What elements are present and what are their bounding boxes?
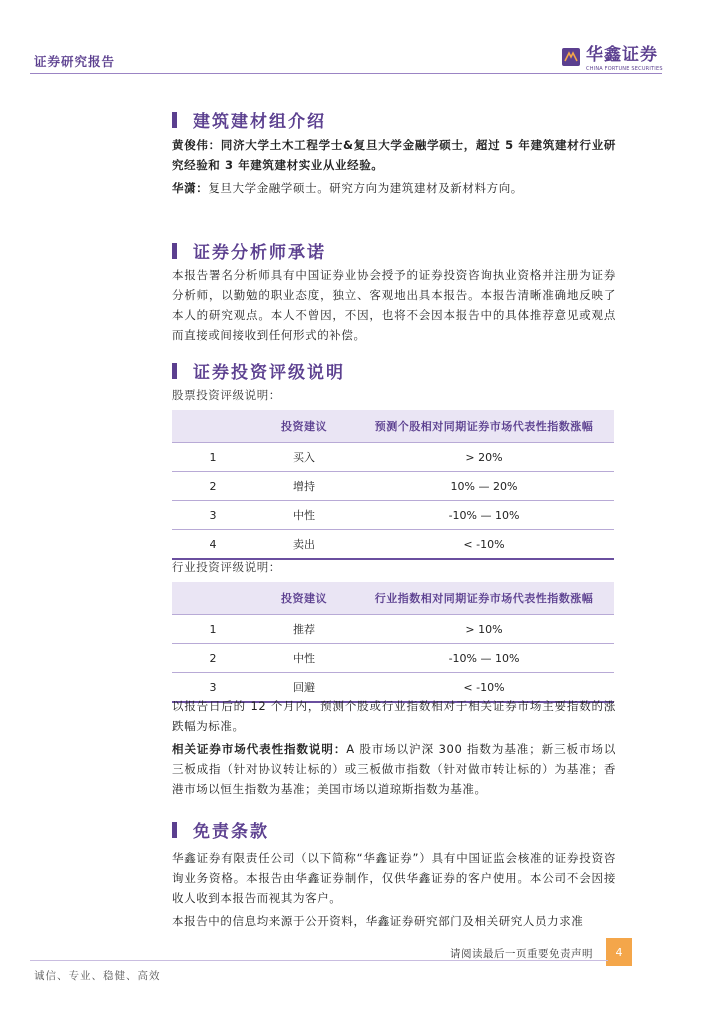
table-cell: > 10% bbox=[354, 615, 614, 644]
table-row bbox=[172, 530, 614, 560]
section-commitment-title bbox=[172, 238, 326, 263]
industry-rating-label: 行业投资评级说明： bbox=[172, 560, 281, 574]
table-header-cell: 投资建议 bbox=[254, 582, 354, 615]
table-header-row bbox=[172, 410, 614, 443]
report-type-label: 证券研究报告 bbox=[34, 54, 116, 69]
stock-rating-table bbox=[172, 410, 614, 560]
logo-chinese-name: 华鑫证券 bbox=[586, 45, 658, 65]
page-number: 4 bbox=[606, 938, 632, 966]
table-row bbox=[172, 644, 614, 673]
rating-standard-note: 以报告日后的 12 个月内，预测个股或行业指数相对于相关证券市场主要指数的涨跌幅为标准。 bbox=[172, 699, 616, 733]
logo-mark-icon bbox=[562, 48, 580, 66]
section-rating-title bbox=[172, 358, 345, 383]
benchmark-index-note bbox=[172, 739, 616, 799]
section-marker bbox=[172, 112, 177, 128]
logo-english-name: CHINA FORTUNE SECURITIES bbox=[586, 66, 663, 72]
analyst-bio-text: 复旦大学金融学硕士。研究方向为建筑建材及新材料方向。 bbox=[208, 181, 523, 195]
table-cell: 2 bbox=[172, 472, 254, 501]
industry-rating-table bbox=[172, 582, 614, 703]
table-row bbox=[172, 501, 614, 530]
section-heading: 证券投资评级说明 bbox=[193, 363, 345, 383]
table-cell: 推荐 bbox=[254, 615, 354, 644]
table-header-cell: 投资建议 bbox=[254, 410, 354, 443]
analyst-name: 华潇： bbox=[172, 181, 209, 195]
table-cell: < -10% bbox=[354, 530, 614, 560]
footer-divider bbox=[30, 960, 608, 961]
table-cell: 1 bbox=[172, 615, 254, 644]
section-heading: 证券分析师承诺 bbox=[193, 243, 326, 263]
header-divider bbox=[30, 73, 662, 74]
benchmark-note-heading: 相关证券市场代表性指数说明： bbox=[172, 742, 347, 756]
table-cell: 2 bbox=[172, 644, 254, 673]
section-marker bbox=[172, 822, 177, 838]
table-cell: 中性 bbox=[254, 501, 354, 530]
table-cell: -10% — 10% bbox=[354, 501, 614, 530]
table-cell: 卖出 bbox=[254, 530, 354, 560]
table-cell: 3 bbox=[172, 673, 254, 703]
analyst-bio-2 bbox=[172, 178, 616, 198]
table-row bbox=[172, 472, 614, 501]
section-heading: 建筑建材组介绍 bbox=[193, 112, 326, 132]
section-marker bbox=[172, 363, 177, 379]
table-cell: 增持 bbox=[254, 472, 354, 501]
table-header-cell bbox=[172, 582, 254, 615]
analyst-bio-1 bbox=[172, 135, 616, 175]
commitment-paragraph: 本报告署名分析师具有中国证券业协会授予的证券投资咨询执业资格并注册为证券分析师，以勤勉的职业态度，独立、客观地出具本报告。本报告清晰准确地反映了本人的研究观点。本人不曾因，不因，也将不会因本报告中的具体推荐意见或观点而直接或间接收到任何形式的补偿。 bbox=[172, 268, 616, 342]
table-header-row bbox=[172, 582, 614, 615]
table-cell: 1 bbox=[172, 443, 254, 472]
company-logo bbox=[562, 46, 663, 72]
table-cell: 回避 bbox=[254, 673, 354, 703]
section-heading: 免责条款 bbox=[193, 822, 269, 842]
table-cell: < -10% bbox=[354, 673, 614, 703]
analyst-bio-text: 同济大学土木工程学士&复旦大学金融学硕士，超过 5 年建筑建材行业研究经验和 3 年建筑建材实业从业经验。 bbox=[172, 138, 617, 172]
disclaimer-paragraph-2: 本报告中的信息均来源于公开资料，华鑫证券研究部门及相关研究人员力求准 bbox=[172, 914, 584, 928]
table-row bbox=[172, 615, 614, 644]
disclaimer-paragraph-1: 华鑫证券有限责任公司（以下简称“华鑫证券”）具有中国证监会核准的证券投资咨询业务资格。本报告由华鑫证券制作，仅供华鑫证券的客户使用。本公司不会因接收人收到本报告而视其为客户。 bbox=[172, 851, 616, 905]
table-cell: -10% — 10% bbox=[354, 644, 614, 673]
table-cell: > 20% bbox=[354, 443, 614, 472]
table-row bbox=[172, 443, 614, 472]
section-team-title bbox=[172, 107, 326, 132]
benchmark-note-text: A 股市场以沪深 300 指数为基准；新三板市场以三板成指（针对协议转让标的）或三板做市指数（针对做市转让标的）为基准；香港市场以恒生指数为基准；美国市场以道琼斯指数为基准。 bbox=[172, 742, 616, 796]
table-header-cell: 行业指数相对同期证券市场代表性指数涨幅 bbox=[354, 582, 614, 615]
table-cell: 4 bbox=[172, 530, 254, 560]
stock-rating-label: 股票投资评级说明： bbox=[172, 388, 281, 402]
section-marker bbox=[172, 243, 177, 259]
section-disclaimer-title bbox=[172, 817, 269, 842]
table-cell: 3 bbox=[172, 501, 254, 530]
table-cell: 中性 bbox=[254, 644, 354, 673]
table-header-cell: 预测个股相对同期证券市场代表性指数涨幅 bbox=[354, 410, 614, 443]
footer-slogan: 诚信、专业、稳健、高效 bbox=[34, 970, 161, 982]
table-cell: 买入 bbox=[254, 443, 354, 472]
table-header-cell bbox=[172, 410, 254, 443]
footer-disclaimer-note: 请阅读最后一页重要免责声明 bbox=[450, 948, 593, 960]
table-cell: 10% — 20% bbox=[354, 472, 614, 501]
analyst-name: 黄俊伟： bbox=[172, 138, 221, 152]
